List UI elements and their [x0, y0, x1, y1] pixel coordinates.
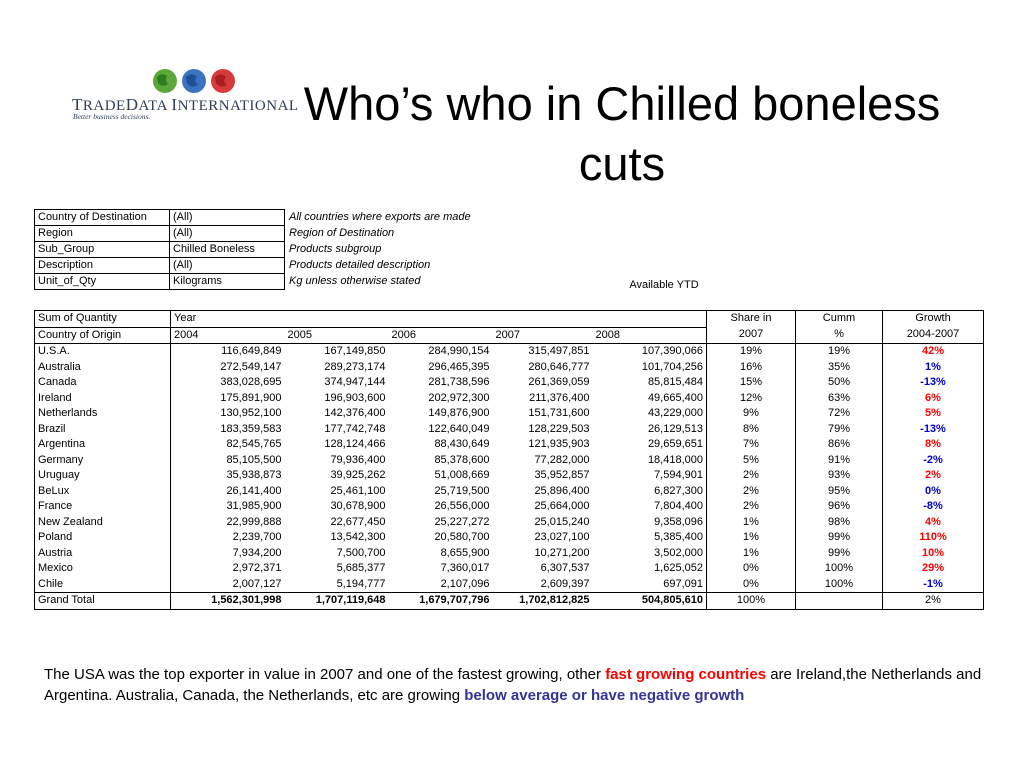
filter-row — [35, 258, 623, 274]
filter-description: All countries where exports are made — [289, 211, 471, 223]
quantity-cell: 85,105,500 — [171, 453, 285, 469]
quantity-cell: 281,738,596 — [428, 376, 490, 388]
year-2008-header: 2008 — [593, 327, 707, 344]
quantity-cell: 128,124,466 — [324, 438, 386, 450]
table-row — [35, 515, 984, 531]
growth-range-header: 2004-2007 — [883, 327, 984, 344]
quantity-cell: 77,282,000 — [534, 453, 590, 466]
quantity-cell: 26,129,513 — [647, 422, 703, 435]
quantity-cell: 26,141,400 — [171, 484, 285, 500]
grand-total-cumm — [796, 593, 883, 610]
filter-description: Kg unless otherwise stated — [289, 275, 421, 287]
quantity-cell: 289,273,174 — [324, 360, 386, 373]
country-cell: Ireland — [35, 391, 171, 407]
quantity-cell: 51,008,669 — [434, 469, 490, 481]
filter-value[interactable]: (All) — [170, 226, 285, 242]
quantity-cell: 85,378,600 — [434, 453, 490, 466]
country-cell: BeLux — [35, 484, 171, 500]
quantity-cell: 272,549,147 — [171, 360, 285, 376]
growth-cell: -2% — [883, 453, 984, 469]
growth-cell: 10% — [883, 546, 984, 562]
cumm-cell: 99% — [796, 546, 883, 562]
filter-key: Sub_Group — [35, 242, 170, 258]
growth-cell: 6% — [883, 391, 984, 407]
below-average-highlight: below average or have negative growth — [464, 687, 745, 704]
quantity-cell: 20,580,700 — [434, 531, 490, 543]
quantity-cell: 1,625,052 — [654, 562, 703, 574]
growth-cell: -1% — [883, 577, 984, 593]
quantity-cell: 128,229,503 — [528, 422, 590, 435]
cumm-pct-header: % — [796, 327, 883, 344]
country-cell: Germany — [35, 453, 171, 469]
share-cell: 1% — [707, 530, 796, 546]
year-2004-header: 2004 — [171, 327, 285, 344]
quantity-cell: 26,556,000 — [434, 500, 490, 512]
grand-total-row — [35, 593, 984, 610]
quantity-cell: 25,015,240 — [534, 515, 590, 528]
quantity-cell: 5,385,400 — [654, 531, 703, 543]
filter-row — [35, 242, 623, 258]
growth-header: Growth — [883, 311, 984, 328]
quantity-cell: 25,719,500 — [434, 484, 490, 497]
table-row — [35, 375, 984, 391]
quantity-cell: 183,359,583 — [171, 422, 285, 438]
table-row — [35, 561, 984, 577]
quantity-cell: 7,804,400 — [654, 500, 703, 512]
growth-cell: 2% — [883, 468, 984, 484]
filter-key: Region — [35, 226, 170, 242]
sum-header: Sum of Quantity — [35, 311, 171, 328]
year-2006-header: 2006 — [389, 327, 493, 344]
quantity-cell: 13,542,300 — [330, 531, 386, 543]
filter-value[interactable]: (All) — [170, 210, 285, 226]
share-cell: 1% — [707, 546, 796, 562]
quantity-cell: 151,731,600 — [528, 407, 590, 419]
country-cell: Netherlands — [35, 406, 171, 422]
table-row — [35, 391, 984, 407]
cumm-cell: 19% — [796, 344, 883, 360]
quantity-cell: 30,678,900 — [330, 500, 386, 512]
quantity-cell: 22,677,450 — [330, 515, 386, 528]
cumm-cell: 99% — [796, 530, 883, 546]
quantity-cell: 2,609,397 — [540, 577, 590, 590]
quantity-cell: 49,665,400 — [647, 391, 703, 404]
quantity-cell: 7,360,017 — [440, 562, 490, 574]
table-row — [35, 577, 984, 593]
quantity-cell: 261,369,059 — [528, 376, 590, 388]
cumm-cell: 35% — [796, 360, 883, 376]
cumm-cell: 98% — [796, 515, 883, 531]
share-cell: 1% — [707, 515, 796, 531]
country-cell: Austria — [35, 546, 171, 562]
grand-total-share: 100% — [707, 593, 796, 610]
share-cell: 16% — [707, 360, 796, 376]
share-cell: 0% — [707, 577, 796, 593]
quantity-cell: 107,390,066 — [641, 345, 703, 357]
year-header: Year — [171, 311, 707, 328]
filter-panel — [34, 209, 623, 290]
country-cell: Australia — [35, 360, 171, 376]
quantity-cell: 25,227,272 — [434, 515, 490, 528]
tradedata-logo — [72, 68, 299, 128]
cumm-cell: 96% — [796, 499, 883, 515]
quantity-cell: 116,649,849 — [171, 344, 285, 360]
table-row — [35, 468, 984, 484]
growth-cell: 42% — [883, 344, 984, 360]
quantity-cell: 29,659,651 — [647, 438, 703, 450]
growth-cell: 8% — [883, 437, 984, 453]
country-of-origin-header: Country of Origin — [35, 327, 171, 344]
filter-row — [35, 210, 623, 226]
growth-cell: 0% — [883, 484, 984, 500]
quantity-cell: 315,497,851 — [528, 345, 590, 357]
share-cell: 12% — [707, 391, 796, 407]
share-cell: 2% — [707, 484, 796, 500]
quantity-cell: 101,704,256 — [641, 360, 703, 373]
logo-name: TRADEDATA INTERNATIONAL — [72, 95, 299, 114]
filter-row — [35, 226, 623, 242]
grand-total-growth: 2% — [883, 593, 984, 610]
cumm-cell: 100% — [796, 561, 883, 577]
share-cell: 2% — [707, 499, 796, 515]
share-header: Share in — [707, 311, 796, 328]
quantity-cell: 25,896,400 — [534, 484, 590, 497]
quantity-cell: 85,815,484 — [647, 376, 703, 388]
quantity-cell: 383,028,695 — [171, 375, 285, 391]
quantity-cell: 5,685,377 — [336, 562, 386, 574]
summary-note: The USA was the top exporter in value in 2007 and one of the fastest growing, other fast growing countries are Ireland,the Netherlands and Argentina. Australia, Canada, the Netherlands, etc are growing below average or have negative growth — [44, 666, 982, 704]
growth-cell: 5% — [883, 406, 984, 422]
quantity-cell: 35,952,857 — [534, 469, 590, 481]
filter-value[interactable]: Chilled Boneless — [170, 242, 285, 258]
quantity-cell: 2,007,127 — [171, 577, 285, 593]
quantity-cell: 31,985,900 — [171, 499, 285, 515]
cumm-cell: 50% — [796, 375, 883, 391]
quantity-cell: 149,876,900 — [428, 407, 490, 419]
growth-cell: -13% — [883, 422, 984, 438]
cumm-cell: 72% — [796, 406, 883, 422]
cumm-cell: 100% — [796, 577, 883, 593]
quantity-cell: 2,107,096 — [440, 577, 490, 590]
filter-description: Products detailed description — [289, 259, 431, 271]
available-ytd-label: Available YTD — [629, 279, 699, 291]
country-cell: Poland — [35, 530, 171, 546]
header-row-1 — [35, 311, 984, 328]
quantity-cell: 3,502,000 — [654, 546, 703, 559]
quantity-cell: 697,091 — [663, 577, 703, 590]
table-row — [35, 484, 984, 500]
growth-cell: 4% — [883, 515, 984, 531]
quantity-cell: 82,545,765 — [171, 437, 285, 453]
quantity-cell: 122,640,049 — [428, 422, 490, 435]
quantity-cell: 7,934,200 — [171, 546, 285, 562]
grand-total-cell: 504,805,610 — [593, 593, 707, 610]
cumm-cell: 79% — [796, 422, 883, 438]
globes-icon — [152, 68, 242, 94]
quantity-cell: 296,465,395 — [428, 360, 490, 373]
quantity-cell: 22,999,888 — [171, 515, 285, 531]
quantity-cell: 10,271,200 — [534, 546, 590, 559]
header-row-2 — [35, 327, 984, 344]
cumm-cell: 91% — [796, 453, 883, 469]
quantity-cell: 5,194,777 — [336, 577, 386, 590]
quantity-cell: 39,925,262 — [330, 469, 386, 481]
quantity-cell: 167,149,850 — [324, 345, 386, 357]
country-cell: Uruguay — [35, 468, 171, 484]
filter-description: Region of Destination — [289, 227, 395, 239]
country-cell: New Zealand — [35, 515, 171, 531]
quantity-cell: 43,229,000 — [647, 407, 703, 419]
quantity-cell: 196,903,600 — [324, 391, 386, 404]
filter-key: Unit_of_Qty — [35, 274, 170, 290]
quantity-cell: 79,936,400 — [330, 453, 386, 466]
share-year-header: 2007 — [707, 327, 796, 344]
cumm-cell: 95% — [796, 484, 883, 500]
filter-key: Description — [35, 258, 170, 274]
growth-cell: 110% — [883, 530, 984, 546]
filter-value[interactable]: Kilograms — [170, 274, 285, 290]
quantity-cell: 25,664,000 — [534, 500, 590, 512]
quantity-cell: 7,594,901 — [654, 469, 703, 481]
country-cell: U.S.A. — [35, 344, 171, 360]
quantity-cell: 6,827,300 — [654, 484, 703, 497]
quantity-cell: 9,358,096 — [654, 515, 703, 528]
share-cell: 5% — [707, 453, 796, 469]
share-cell: 2% — [707, 468, 796, 484]
quantity-cell: 121,935,903 — [528, 438, 590, 450]
cumm-header: Cumm — [796, 311, 883, 328]
growth-cell: 29% — [883, 561, 984, 577]
share-cell: 15% — [707, 375, 796, 391]
page-title: Who’s who in Chilled boneless cuts — [303, 77, 941, 190]
quantity-cell: 88,430,649 — [434, 438, 490, 450]
share-cell: 0% — [707, 561, 796, 577]
table-row — [35, 546, 984, 562]
country-cell: Brazil — [35, 422, 171, 438]
growth-cell: -13% — [883, 375, 984, 391]
filter-row — [35, 274, 623, 290]
cumm-cell: 86% — [796, 437, 883, 453]
growth-cell: 1% — [883, 360, 984, 376]
quantity-cell: 211,376,400 — [529, 391, 590, 404]
quantity-cell: 8,655,900 — [440, 546, 490, 559]
quantity-cell: 23,027,100 — [534, 531, 590, 543]
country-cell: France — [35, 499, 171, 515]
share-cell: 8% — [707, 422, 796, 438]
country-cell: Chile — [35, 577, 171, 593]
quantity-cell: 130,952,100 — [171, 406, 285, 422]
table-row — [35, 344, 984, 360]
quantity-cell: 6,307,537 — [540, 562, 590, 574]
table-row — [35, 360, 984, 376]
country-cell: Canada — [35, 375, 171, 391]
table-row — [35, 530, 984, 546]
year-2007-header: 2007 — [493, 327, 593, 344]
table-row — [35, 437, 984, 453]
country-cell: Mexico — [35, 561, 171, 577]
growth-cell: -8% — [883, 499, 984, 515]
filter-key: Country of Destination — [35, 210, 170, 226]
cumm-cell: 93% — [796, 468, 883, 484]
quantity-cell: 280,646,777 — [528, 360, 590, 373]
year-2005-header: 2005 — [285, 327, 389, 344]
quantity-table — [34, 310, 984, 610]
share-cell: 7% — [707, 437, 796, 453]
cumm-cell: 63% — [796, 391, 883, 407]
quantity-cell: 177,742,748 — [324, 422, 386, 435]
quantity-cell: 202,972,300 — [428, 391, 490, 404]
quantity-cell: 18,418,000 — [647, 453, 703, 466]
quantity-cell: 7,500,700 — [336, 546, 386, 559]
quantity-cell: 25,461,100 — [330, 484, 386, 497]
share-cell: 19% — [707, 344, 796, 360]
fast-growing-highlight: fast growing countries — [605, 666, 767, 683]
quantity-cell: 374,947,144 — [324, 376, 386, 388]
country-cell: Argentina — [35, 437, 171, 453]
quantity-cell: 2,972,371 — [171, 561, 285, 577]
table-row — [35, 499, 984, 515]
table-row — [35, 422, 984, 438]
quantity-cell: 284,990,154 — [428, 345, 490, 357]
table-row — [35, 453, 984, 469]
grand-total-cell: 1,707,119,648 — [285, 593, 389, 610]
quantity-cell: 35,938,873 — [171, 468, 285, 484]
share-cell: 9% — [707, 406, 796, 422]
grand-total-cell: 1,702,812,825 — [493, 593, 593, 610]
filter-value[interactable]: (All) — [170, 258, 285, 274]
grand-total-cell: 1,562,301,998 — [171, 593, 285, 610]
quantity-cell: 142,376,400 — [324, 407, 386, 419]
grand-total-label: Grand Total — [35, 593, 171, 610]
logo-tagline: Better business decisions. — [73, 112, 151, 121]
grand-total-cell: 1,679,707,796 — [389, 593, 493, 610]
quantity-cell: 2,239,700 — [171, 530, 285, 546]
quantity-cell: 175,891,900 — [171, 391, 285, 407]
table-row — [35, 406, 984, 422]
filter-description: Products subgroup — [289, 243, 382, 255]
